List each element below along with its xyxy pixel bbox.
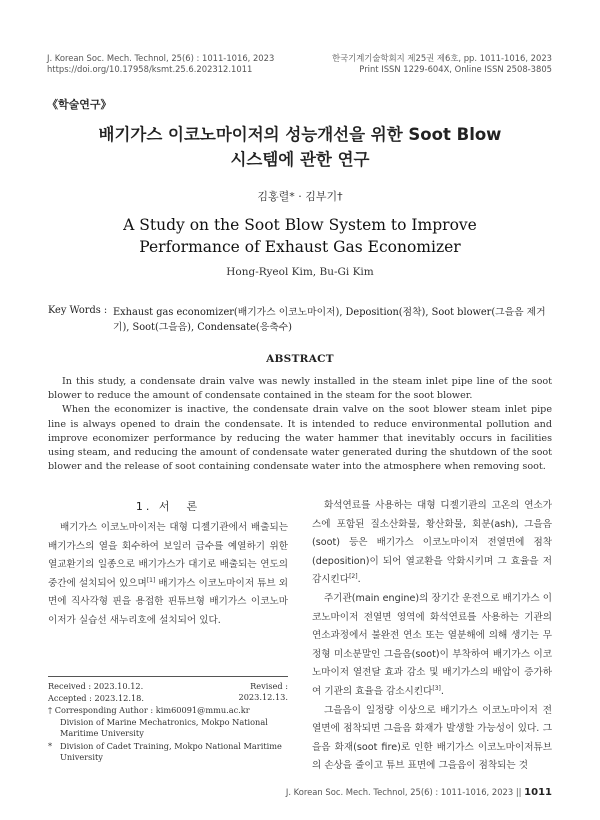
title-korean-line2: 시스템에 관한 연구 — [230, 150, 370, 169]
abstract-paragraph-2: When the economizer is inactive, the condensate drain valve on the soot blower steam inlet pipe line is always opened to drain the condensate. It is intended to reduce environmental pollution and improve economizer performance by reducing the water hammer that inevitably occurs in facilities using steam, and reducing the amount of condensate water generated during the shutdown of the soot blower and the release of soot containing condensate water into the atmosphere when removing soot. — [48, 404, 552, 473]
reference-2[interactable]: [2] — [349, 573, 358, 581]
corresponding-author: † Corresponding Author : kim60091@mmu.ac.kr — [48, 705, 250, 715]
affiliation-2-text: Division of Cadet Training, Mokpo National Maritime University — [60, 741, 282, 762]
reference-3[interactable]: [3] — [432, 684, 441, 692]
abstract-body — [48, 375, 552, 474]
reference-1[interactable]: [1] — [146, 576, 156, 584]
article-category: 《학술연구》 — [47, 98, 112, 111]
issn-info: Print ISSN 1229-604X, Online ISSN 2508-3805 — [359, 64, 552, 74]
keywords-text: Exhaust gas economizer(배기가스 이코노마이저), Deposition(점착), Soot blower(그을음 제거기), Soot(그을음), Condensate(응축수) — [113, 307, 546, 333]
journal-citation: J. Korean Soc. Mech. Technol, 25(6) : 1011-1016, 2023 — [47, 53, 275, 63]
abstract-title: ABSTRACT — [266, 353, 334, 365]
section-heading-introduction: 1. 서 론 — [135, 500, 201, 513]
page-footer: J. Korean Soc. Mech. Technol, 25(6) : 1011-1016, 2023 || 1011 — [285, 787, 552, 798]
affiliation-2 — [48, 741, 288, 763]
body-left-column — [48, 519, 288, 631]
intro-paragraph-3: 주기관(main engine)의 장기간 운전으로 배기가스 이코노마이저 전열면 영역에 화석연료를 사용하는 기관의 연소과정에서 불완전 연소 또는 열분해에 의해 생기는 무정형 미소분말인 그을음(soot)이 부착하여 배기가스 이코노마이저 열전달 효과 감소 및 배기가스의 배압이 증가하여 기관의 효율을 감소시킨다[3]. — [312, 592, 552, 697]
keywords-label: Key Words : — [48, 305, 108, 316]
footnote-divider — [48, 676, 288, 677]
authors-korean: 김홍렬* · 김부기† — [257, 190, 343, 203]
journal-citation-korean: 한국기계기술학회지 제25권 제6호, pp. 1011-1016, 2023 — [331, 53, 552, 63]
abstract-paragraph-1: In this study, a condensate drain valve was newly installed in the steam inlet pipe line of the soot blower to reduce the amount of condensate contained in the steam for the soot blower. — [48, 376, 552, 402]
doi-link[interactable]: https://doi.org/10.17958/ksmt.25.6.202312.1011 — [47, 64, 253, 74]
accepted-date: Accepted : 2023.12.18. — [48, 693, 144, 703]
journal-header-right — [332, 53, 552, 75]
footer-citation: J. Korean Soc. Mech. Technol, 25(6) : 1011-1016, 2023 — [285, 787, 514, 797]
journal-header-left — [47, 53, 274, 75]
title-english-line2: Performance of Exhaust Gas Economizer — [139, 238, 461, 256]
page-number: 1011 — [524, 787, 552, 798]
authors-english: Hong-Ryeol Kim, Bu-Gi Kim — [226, 266, 374, 278]
affiliation-2-mark: * — [48, 741, 53, 751]
revised-date: Revised : 2023.12.13. — [238, 681, 288, 702]
received-date: Received : 2023.10.12. — [48, 681, 144, 691]
title-english-line1: A Study on the Soot Blow System to Improve — [123, 216, 477, 234]
intro-paragraph-1: 배기가스 이코노마이저는 대형 디젤기관에서 배출되는 배기가스의 열을 회수하여 보일러 급수를 예열하기 위한 열교환기의 일종으로 배기가스가 대기로 배출되는 연도의 중간에 설치되어 있으며[1] 배기가스 이코노마이저 튜브 외면에 직사각형 핀을 용접한 핀튜브형 배기가스 이코노마이저가 실습선 새누리호에 설치되어 있다. — [48, 522, 288, 626]
intro-paragraph-4: 그을음이 일정량 이상으로 배기가스 이코노마이저 전열면에 점착되면 그을음 화재가 발생할 가능성이 있다. 그을음 화재(soot fire)로 인한 배기가스 이코노마이저튜브의 손상을 줄이고 튜브 표면에 그을음이 점착되는 것 — [312, 704, 552, 772]
title-korean-line1: 배기가스 이코노마이저의 성능개선을 위한 Soot Blow — [98, 125, 502, 144]
intro-paragraph-2: 화석연료를 사용하는 대형 디젤기관의 고온의 연소가스에 포함된 질소산화물, 황산화물, 회분(ash), 그을음(soot) 등은 배기가스 이코노마이저 전열면에 점착(deposition)이 되어 열교환을 악화시키며 그 효율을 저감시킨다[2]. — [312, 500, 552, 586]
affiliation-1: Division of Marine Mechatronics, Mokpo National Maritime University — [60, 717, 268, 738]
body-right-column — [312, 497, 552, 776]
